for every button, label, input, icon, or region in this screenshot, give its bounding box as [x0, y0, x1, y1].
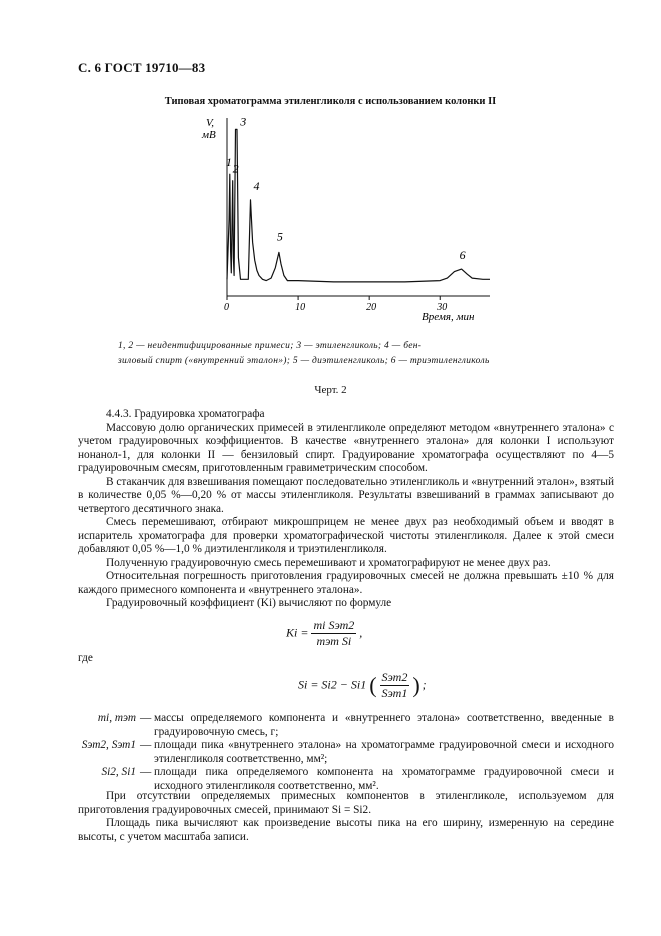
- paragraph: В стаканчик для взвешивания помещают последовательно этиленгликоль и «внутренний эталон», взятый в количестве 0,05 %—0,20 % от массы этиленгликоля. Результаты взвешиваний в граммах записывают до четвертого десятичного знака.: [78, 475, 614, 515]
- y-axis-label-top: V,: [206, 117, 215, 129]
- chromatogram-trace: [227, 129, 490, 282]
- paragraph: Площадь пика вычисляют как произведение высоты пика на его ширину, измеренную на середине высоты, с учетом масштаба записи.: [78, 817, 614, 843]
- definition-text: массы определяемого компонента и «внутреннего эталона» соответственно, введенные в градуировочную смесь, г;: [154, 712, 614, 738]
- running-head: С. 6 ГОСТ 19710—83: [78, 60, 206, 75]
- definition-symbol: Sэт2, Sэт1: [81, 739, 136, 751]
- definition-text: площади пика определяемого компонента на хроматограмме градуировочной смеси и исходного этиленгликоля соответственно, мм².: [154, 766, 614, 792]
- peak-label: 3: [240, 114, 247, 129]
- definitions: [78, 712, 614, 793]
- definition-row: Sэт2, Sэт1 — площади пика «внутреннего эталона» на хроматограмме градуировочной смеси и исходного этиленгликоля соответственно, мм²;: [78, 739, 614, 766]
- peak-label: 2: [232, 161, 239, 176]
- x-tick-label: 30: [437, 302, 448, 313]
- formula-si-denominator: Sэт1: [381, 686, 408, 700]
- x-axis-label: Время, мин: [422, 311, 475, 323]
- chromatogram: [0, 0, 661, 340]
- formula-si-numerator: Sэт2: [381, 670, 408, 684]
- peak-label: 4: [253, 178, 260, 193]
- formula-si-fraction: [380, 670, 410, 701]
- x-tick-label: 10: [295, 302, 306, 313]
- figure-title: Типовая хроматограмма этиленгликоля с использованием колонки II: [164, 96, 497, 107]
- formula-si-tail: ;: [422, 677, 427, 692]
- paragraph: Относительная погрешность приготовления градуировочных смесей не должна превышать ±10 % для каждого примесного компонента и «внутреннего эталона».: [78, 570, 614, 596]
- peak-label: 1: [225, 155, 232, 170]
- section-heading: 4.4.3. Градуировка хроматографа: [106, 408, 265, 420]
- formula-ki-lhs: Ki =: [286, 625, 312, 640]
- where-label: где: [78, 652, 93, 664]
- caption-line-1: 1, 2 — неидентифицированные примеси; 3 — этиленгликоль; 4 — бен-: [118, 341, 422, 351]
- definition-text: площади пика «внутреннего эталона» на хроматограмме градуировочной смеси и исходного этиленгликоля соответственно, мм²;: [154, 739, 614, 765]
- formula-si: Si = Si2 − Si1 ( $\frac{\text{Sэт2}}{\text{Sэт1}}$ ) ;: [298, 670, 427, 700]
- x-tick-label: 20: [366, 302, 377, 313]
- definition-row: mi, mэт — массы определяемого компонента и «внутреннего эталона» соответственно, введенные в градуировочную смесь, г;: [78, 712, 614, 739]
- definition-symbol: mi, mэт: [97, 712, 136, 724]
- definition-symbol: Si2, Si1: [101, 766, 136, 778]
- paragraph: Смесь перемешивают, отбирают микрошприцем не менее двух раз необходимый объем и вводят в испаритель хроматографа для проверки хроматографической чистоты этиленгликоля. Далее к этой смеси добавляют 0,05 %—1,0 % диэтиленгликоля и триэтиленгликоля.: [78, 516, 614, 555]
- y-axis-label-unit: мВ: [202, 129, 216, 141]
- formula-ki-fraction: [311, 618, 356, 649]
- paragraph: Массовую долю органических примесей в этиленгликоле определяют методом «внутреннего эталона» с учетом градуировочных коэффициентов. В качестве «внутреннего эталона» для колонки I используют нонанол-1, для колонки II — бензиловый спирт. Градуирование хроматографа осуществляют по 4—5 градуировочным смесям, приготовленным гравиметрическим способом.: [78, 421, 614, 474]
- figure-number: Черт. 2: [314, 384, 347, 396]
- paragraph: Градуировочный коэффициент (Ki) вычисляют по формуле: [106, 597, 392, 609]
- section-text: [78, 408, 614, 611]
- formula-ki-numerator: mi Sэт2: [313, 618, 355, 632]
- formula-ki: [286, 618, 362, 649]
- formula-si-lhs: Si = Si2 − Si1: [298, 677, 367, 692]
- formula-ki-tail: ,: [359, 625, 363, 640]
- peak-label: 6: [459, 248, 466, 263]
- formula-ki-denominator: mэт Si: [316, 634, 352, 648]
- caption-line-2: зиловый спирт («внутренний эталон»); 5 — диэтиленгликоль; 6 — триэтиленгликоль: [118, 356, 490, 366]
- paragraph: При отсутствии определяемых примесных компонентов в этиленгликоле, используемом для приготовления градуировочных смесей, принимают Si = Si2.: [78, 790, 614, 816]
- paragraph: Полученную градуировочную смесь перемешивают и хроматографируют не менее двух раз.: [106, 556, 551, 569]
- figure-caption: [118, 339, 548, 369]
- x-tick-label: 0: [224, 302, 229, 313]
- peak-label: 5: [276, 229, 283, 244]
- definition-row: Si2, Si1 — площади пика определяемого компонента на хроматограмме градуировочной смеси и исходного этиленгликоля соответственно, мм².: [78, 766, 614, 793]
- closing-text: [78, 790, 614, 844]
